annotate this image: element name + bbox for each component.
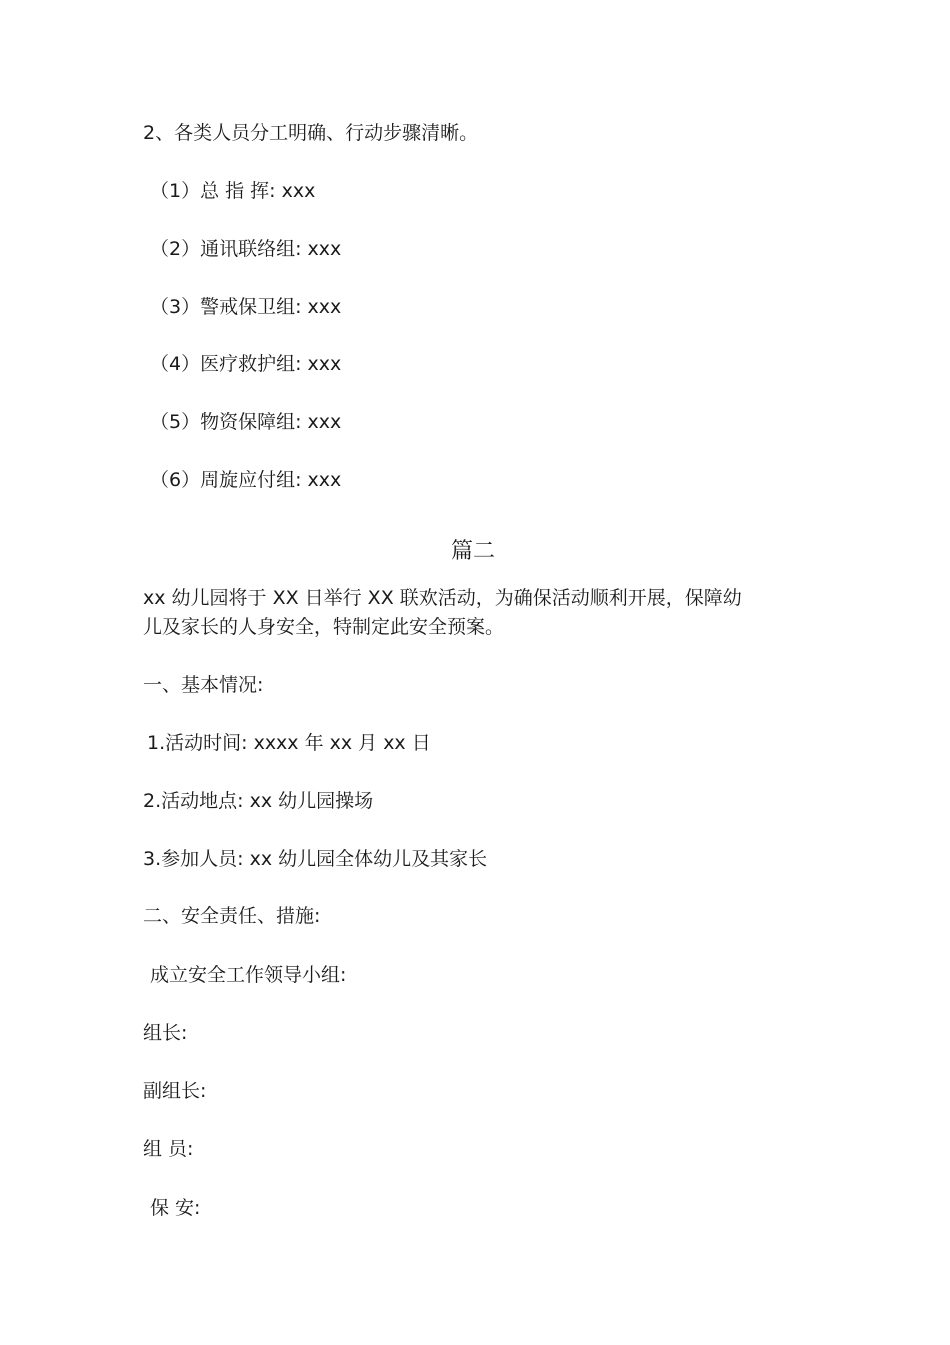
participants: 3.参加人员: xx 幼儿园全体幼儿及其家长	[143, 848, 488, 870]
activity-location: 2.活动地点: xx 幼儿园操场	[143, 790, 374, 812]
intro-line-1: xx 幼儿园将于 XX 日举行 XX 联欢活动，为确保活动顺利开展，保障幼	[143, 587, 742, 609]
intro-paragraph	[143, 584, 793, 642]
section-heading: 篇二	[450, 539, 495, 564]
activity-time: 1.活动时间: xxxx 年 xx 月 xx 日	[147, 732, 431, 754]
member-leader: 组长:	[143, 1022, 188, 1044]
role-security-group: （3）警戒保卫组: xxx	[150, 296, 342, 318]
member-staff: 组 员:	[143, 1138, 194, 1160]
member-deputy-leader: 副组长:	[143, 1080, 207, 1102]
role-commander: （1）总 指 挥: xxx	[150, 180, 316, 202]
member-security-guard: 保 安:	[150, 1197, 201, 1219]
safety-heading: 二、安全责任、措施:	[143, 905, 321, 927]
role-supplies-group: （5）物资保障组: xxx	[150, 411, 342, 433]
role-liaison-group: （6）周旋应付组: xxx	[150, 469, 342, 491]
intro-line-2: 儿及家长的人身安全，特制定此安全预案。	[143, 616, 505, 638]
point-2-text: 2、各类人员分工明确、行动步骤清晰。	[143, 122, 479, 144]
basic-info-heading: 一、基本情况:	[143, 674, 264, 696]
role-medical-group: （4）医疗救护组: xxx	[150, 353, 342, 375]
leadership-group-text: 成立安全工作领导小组:	[150, 964, 347, 986]
role-communication-group: （2）通讯联络组: xxx	[150, 238, 342, 260]
